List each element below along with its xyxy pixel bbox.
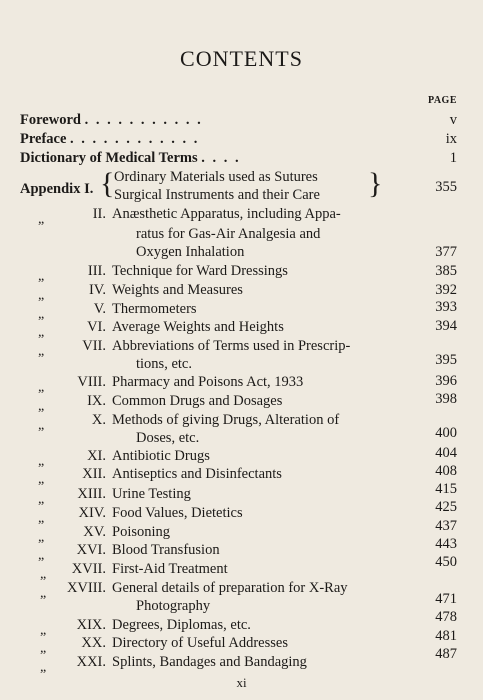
toc-entry-label: Preface xyxy=(20,131,67,147)
page-column-header: PAGE xyxy=(427,95,457,106)
appendix-numeral: VII. xyxy=(82,338,106,354)
appendix-title-continued: Doses, etc. xyxy=(136,430,200,446)
appendix-numeral: XI. xyxy=(87,448,106,464)
appendix-title-continued: Photography xyxy=(136,598,211,614)
ditto-mark: „ xyxy=(38,418,45,433)
toc-page-number: 437 xyxy=(435,518,457,534)
toc-entry-label: Foreword xyxy=(20,112,81,128)
appendix-title: Splints, Bandages and Bandaging xyxy=(112,654,307,670)
ditto-mark: „ xyxy=(38,269,45,284)
toc-page-number: 400 xyxy=(435,425,457,441)
ditto-mark: „ xyxy=(38,288,45,303)
toc-page-number: 408 xyxy=(435,463,457,479)
page-title: CONTENTS xyxy=(180,46,303,71)
appendix-title: Blood Transfusion xyxy=(112,542,220,558)
appendix-title-continued: Oxygen Inhalation xyxy=(136,244,245,260)
appendix-numeral: VIII. xyxy=(77,374,106,390)
toc-page-number: 377 xyxy=(435,244,457,260)
appendix-title: Food Values, Dietetics xyxy=(112,505,243,521)
appendix-label: Appendix I. xyxy=(20,181,94,197)
toc-entry-foreword xyxy=(20,112,203,129)
toc-page-number: 450 xyxy=(435,554,457,570)
appendix-numeral: XIII. xyxy=(77,486,106,502)
appendix-numeral: XVI. xyxy=(76,542,106,558)
toc-page-number: 385 xyxy=(435,263,457,279)
ditto-mark: „ xyxy=(38,530,45,545)
appendix-title-continued: ratus for Gas-Air Analgesia and xyxy=(136,226,321,242)
ditto-mark: „ xyxy=(38,307,45,322)
toc-page-number: 404 xyxy=(435,445,457,461)
appendix-title: General details of preparation for X-Ray xyxy=(112,580,348,596)
appendix-numeral: XII. xyxy=(82,466,106,482)
appendix-numeral: II. xyxy=(92,206,106,222)
ditto-mark: „ xyxy=(38,212,45,227)
appendix-title: Methods of giving Drugs, Alteration of xyxy=(112,412,340,428)
appendix-numeral: III. xyxy=(87,263,106,279)
toc-entry-dictionary xyxy=(20,150,241,167)
appendix-numeral: X. xyxy=(91,412,106,428)
toc-page-number: 443 xyxy=(435,536,457,552)
toc-page-number: v xyxy=(449,112,457,128)
toc-page-number: 415 xyxy=(435,481,457,497)
ditto-mark: „ xyxy=(40,641,47,656)
appendix-title: Poisoning xyxy=(112,524,171,540)
footer-page-number: xi xyxy=(236,675,247,690)
appendix-title: Directory of Useful Addresses xyxy=(112,635,288,651)
appendix-i-line-1: Ordinary Materials used as Sutures xyxy=(114,169,318,185)
leader-dots: . . . . . . . . . . . . xyxy=(70,131,200,147)
appendix-numeral: XVII. xyxy=(71,561,106,577)
ditto-mark: „ xyxy=(38,325,45,340)
appendix-numeral: IX. xyxy=(87,393,106,409)
appendix-numeral: XIV. xyxy=(78,505,106,521)
toc-page-number: 393 xyxy=(435,299,457,315)
appendix-i-line-2: Surgical Instruments and their Care xyxy=(114,187,320,203)
appendix-title: Abbreviations of Terms used in Prescrip- xyxy=(112,338,351,354)
leader-dots: . . . . . . . . . . . xyxy=(84,112,203,128)
ditto-mark: „ xyxy=(38,454,45,469)
appendix-numeral: VI. xyxy=(87,319,106,335)
appendix-title: First-Aid Treatment xyxy=(112,561,228,577)
ditto-mark: „ xyxy=(40,623,47,638)
toc-page-number: ix xyxy=(445,131,457,147)
toc-page-number: 481 xyxy=(435,628,457,644)
appendix-numeral: XV. xyxy=(83,524,106,540)
appendix-title: Thermometers xyxy=(112,301,197,317)
toc-page-number: 355 xyxy=(435,179,457,195)
appendix-title: Anæsthetic Apparatus, including Appa- xyxy=(112,206,341,222)
toc-page-number: 471 xyxy=(435,591,457,607)
right-brace: } xyxy=(368,167,383,200)
appendix-title: Weights and Measures xyxy=(112,282,243,298)
ditto-mark: „ xyxy=(38,344,45,359)
appendix-title-continued: tions, etc. xyxy=(136,356,192,372)
appendix-numeral: XXI. xyxy=(76,654,106,670)
appendix-title: Pharmacy and Poisons Act, 1933 xyxy=(112,374,304,390)
toc-page-number: 392 xyxy=(435,282,457,298)
appendix-title: Degrees, Diplomas, etc. xyxy=(112,617,251,633)
ditto-mark: „ xyxy=(40,586,47,601)
ditto-mark: „ xyxy=(40,660,47,675)
appendix-numeral: V. xyxy=(93,301,106,317)
appendix-title: Antibiotic Drugs xyxy=(112,448,210,464)
leader-dots: . . . . xyxy=(201,150,241,166)
toc-page-number: 1 xyxy=(449,150,457,166)
appendix-title: Technique for Ward Dressings xyxy=(112,263,288,279)
appendix-title: Average Weights and Heights xyxy=(112,319,284,335)
toc-page-number: 394 xyxy=(435,318,457,334)
toc-page-number: 396 xyxy=(435,373,457,389)
toc-page-number: 425 xyxy=(435,499,457,515)
appendix-title: Antiseptics and Disinfectants xyxy=(112,466,282,482)
appendix-title: Common Drugs and Dosages xyxy=(112,393,283,409)
ditto-mark: „ xyxy=(38,492,45,507)
ditto-mark: „ xyxy=(38,511,45,526)
ditto-mark: „ xyxy=(38,548,45,563)
toc-entry-label: Dictionary of Medical Terms xyxy=(20,150,198,166)
left-brace: { xyxy=(100,167,115,200)
appendix-numeral: XVIII. xyxy=(66,580,106,596)
toc-page-number: 395 xyxy=(435,352,457,368)
appendix-title: Urine Testing xyxy=(112,486,191,502)
toc-entry-preface xyxy=(20,131,199,148)
toc-page-number: 478 xyxy=(435,609,457,625)
ditto-mark: „ xyxy=(40,567,47,582)
toc-page-number: 487 xyxy=(435,646,457,662)
ditto-mark: „ xyxy=(38,472,45,487)
toc-page-number: 398 xyxy=(435,391,457,407)
appendix-numeral: XX. xyxy=(81,635,106,651)
appendix-numeral: XIX. xyxy=(76,617,106,633)
ditto-mark: „ xyxy=(38,399,45,414)
appendix-numeral: IV. xyxy=(88,282,106,298)
ditto-mark: „ xyxy=(38,380,45,395)
